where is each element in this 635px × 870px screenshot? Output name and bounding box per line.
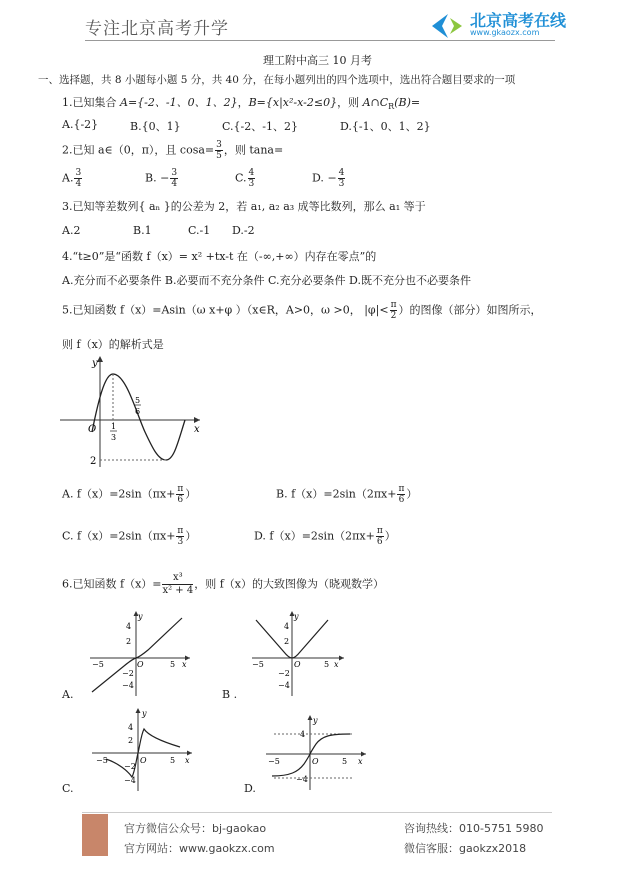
q5-x-arrow: [194, 417, 200, 423]
q1-option-b: B.{0、1}: [130, 120, 181, 133]
q6d-curve: [272, 734, 350, 776]
q5-opt-c-post: ）: [185, 529, 197, 543]
q1-option-a: A.{-2}: [62, 118, 99, 131]
q6a-y-label: y: [138, 612, 143, 621]
q6a-tick-m2: −2: [122, 669, 134, 678]
q6d-origin: O: [312, 757, 319, 766]
q5-opt-d-den: 6: [376, 537, 383, 547]
q3-option-c: C.-1: [188, 224, 211, 237]
q2-option-b: [145, 168, 179, 189]
q6-graph-d: [262, 712, 372, 792]
q5-opt-b-frac: [397, 484, 405, 505]
q6c-x-label: x: [185, 756, 190, 765]
q5-opt-b-pre: B. f（x）=2sin（2πx+: [276, 487, 397, 501]
q6a-tick-m5: −5: [92, 660, 104, 669]
q2-opt-b-den: 4: [171, 179, 178, 189]
q5-label-six: 6: [135, 407, 141, 416]
footer-divider: [82, 812, 552, 813]
q2-opt-d-sign: −: [327, 171, 337, 185]
q5-opt-a-frac: [176, 484, 184, 505]
q2-opt-a-den: 4: [75, 179, 82, 189]
q6a-origin: O: [137, 660, 144, 669]
q5-opt-a-pre: A. f（x）=2sin（πx+: [62, 487, 176, 501]
q2-opt-b-num: 3: [171, 168, 178, 178]
q6-frac-num: x³: [162, 572, 193, 585]
question-5: [62, 300, 541, 321]
q6a-tick-5: 5: [170, 660, 176, 669]
q2-option-d: [312, 168, 346, 189]
q1-set-b: B={x|x²-x-2≤0}: [248, 96, 338, 109]
q5-opt-c-num: π: [177, 526, 184, 536]
q6-frac-den: x² + 4: [162, 585, 194, 596]
q6b-y-label: y: [294, 612, 299, 621]
q6-stem-b: ，则 f（x）的大致图像为（晓观数学）: [194, 577, 385, 591]
q6-label-a: A.: [62, 688, 74, 701]
q5-stem-a: 5.已知函数 f（x）=Asin（ω x+φ ）（x∈R，A>0，ω >0， |φ|<: [62, 303, 389, 317]
logo-url: www.gkaozx.com: [470, 28, 540, 37]
q5-opt-d-frac: [376, 526, 384, 547]
logo-icon: [428, 10, 468, 40]
q6a-x-label: x: [182, 660, 187, 669]
q6c-y-arrow: [136, 708, 141, 713]
q2-frac-den: 5: [216, 151, 222, 161]
q2-opt-c-label: C.: [235, 171, 247, 185]
q6d-y-label: y: [313, 716, 318, 725]
q6-graph-c: [88, 705, 198, 795]
footer-service: 微信客服：gaokzx2018: [404, 842, 527, 855]
q2-opt-d-den: 3: [338, 179, 345, 189]
q2-opt-c-frac: [248, 168, 256, 189]
q6d-tick-m4: −4: [296, 775, 308, 784]
q5-frac-num: π: [390, 300, 397, 310]
q6-stem-a: 6.已知函数 f（x）=: [62, 577, 162, 591]
q3-option-d: D.-2: [232, 224, 255, 237]
q5-stem-b: ）的图像（部分）如图所示，: [398, 303, 542, 317]
q6c-tick-4: 4: [128, 723, 134, 732]
q1-set-a: A={-2、-1、0、1、2}: [120, 96, 238, 109]
q2-fraction: [215, 140, 223, 161]
q6-label-d: D.: [244, 782, 256, 795]
q5-label-origin: O: [88, 424, 97, 435]
q5-stem-c: 则 f（x）的解析式是: [62, 338, 164, 351]
q5-opt-d-num: π: [376, 526, 383, 536]
question-2: [62, 140, 283, 161]
question-4: 4.“t≥0”是“函数 f（x）= x² +tx-t 在（-∞,+∞）内存在零点”的: [62, 250, 377, 263]
q6d-tick-5: 5: [342, 757, 348, 766]
q6d-x-arrow: [361, 752, 366, 757]
q6a-tick-4: 4: [126, 622, 132, 631]
q6c-y-label: y: [142, 709, 147, 718]
q1-stem-b: ，则: [337, 96, 363, 109]
footer-site: 官方网站：www.gaokzx.com: [124, 842, 275, 855]
q5-label-two: 2: [90, 456, 97, 467]
q5-opt-d-post: ）: [384, 529, 396, 543]
exam-title: 理工附中高三 10 月考: [263, 54, 372, 67]
q6-label-c: C.: [62, 782, 74, 795]
q2-stem-b: ，则 tana=: [223, 143, 284, 157]
q6c-tick-m2: −2: [124, 762, 136, 771]
header-brand: 专注北京高考升学: [85, 19, 229, 39]
q5-opt-c-frac: [176, 526, 184, 547]
q5-frac-den: 2: [390, 311, 397, 321]
q5-option-a: [62, 484, 196, 505]
q6a-tick-2: 2: [126, 637, 132, 646]
q6b-tick-4: 4: [284, 622, 290, 631]
section-instructions: 一、选择题，共 8 小题每小题 5 分，共 40 分，在每小题列出的四个选项中，选出符合题目要求的一项: [38, 74, 516, 86]
q6c-origin: O: [140, 756, 147, 765]
q6b-tick-2: 2: [284, 637, 290, 646]
q5-option-d: [254, 526, 396, 547]
q5-opt-c-den: 3: [177, 537, 184, 547]
q5-label-three: 3: [111, 433, 117, 442]
q6b-origin: O: [294, 660, 301, 669]
q5-y-arrow: [97, 356, 103, 362]
q5-opt-d-pre: D. f（x）=2sin（2πx+: [254, 529, 375, 543]
q6b-tick-m2: −2: [278, 669, 290, 678]
q1-expr: A∩C: [362, 96, 389, 109]
q2-opt-b-sign: −: [160, 171, 170, 185]
q5-opt-a-num: π: [177, 484, 184, 494]
q2-opt-c-den: 3: [248, 179, 255, 189]
q6a-tick-m4: −4: [122, 681, 134, 690]
q5-label-y: y: [92, 358, 98, 369]
q5-opt-b-den: 6: [398, 495, 405, 505]
q3-option-a: A.2: [62, 224, 81, 237]
q5-fraction: [390, 300, 398, 321]
q1-option-c: C.{-2、-1、2}: [222, 120, 298, 133]
q2-opt-d-label: D.: [312, 171, 324, 185]
q6c-x-arrow: [187, 751, 192, 756]
q5-opt-b-num: π: [398, 484, 405, 494]
q2-opt-b-frac: [170, 168, 178, 189]
q6c-tick-m5: −5: [96, 756, 108, 765]
q2-option-a: [62, 168, 83, 189]
question-1: 1.已知集合 A={-2、-1、0、1、2}，B={x|x²-x-2≤0}，则 $A\cap C_R(B)=$: [62, 96, 421, 112]
footer-accent-block: [82, 814, 108, 856]
q3-option-b: B.1: [133, 224, 152, 237]
q6-label-b: B .: [222, 688, 238, 701]
q2-opt-a-num: 3: [75, 168, 82, 178]
q6b-tick-m4: −4: [278, 681, 290, 690]
q2-opt-b-label: B.: [145, 171, 157, 185]
q5-option-c: [62, 526, 196, 547]
header-divider: [85, 40, 555, 41]
q2-opt-d-frac: [338, 168, 346, 189]
q2-frac-num: 3: [216, 140, 222, 150]
logo-name: 北京高考在线: [470, 11, 567, 30]
q1-expr-sub: R: [388, 102, 395, 112]
q2-option-c: [235, 168, 256, 189]
q2-opt-a-label: A.: [62, 171, 74, 185]
q5-opt-a-post: ）: [185, 487, 197, 501]
q2-opt-d-num: 4: [338, 168, 345, 178]
q5-sine-graph: [60, 352, 210, 472]
q6c-tick-2: 2: [128, 736, 134, 745]
q5-option-b: [276, 484, 417, 505]
q6d-tick-4: 4: [300, 730, 306, 739]
q6b-x-label: x: [334, 660, 339, 669]
question-3: 3.已知等差数列{ aₙ }的公差为 2，若 a₁, a₂ a₃ 成等比数列，那么 a₁ 等于: [62, 200, 426, 213]
q6a-curve: [92, 618, 182, 692]
q4-options: A.充分而不必要条件 B.必要而不充分条件 C.充分必要条件 D.既不充分也不必要条件: [62, 274, 471, 287]
q1-stem-a: 1.已知集合: [62, 96, 120, 109]
question-6: [62, 572, 384, 597]
q2-stem-a: 2.已知 a∈（0，π），且 cosa=: [62, 143, 215, 157]
q6-graph-b: [248, 608, 348, 698]
q5-label-x: x: [194, 424, 200, 435]
q6c-tick-m4: −4: [124, 776, 136, 785]
q5-opt-a-den: 6: [177, 495, 184, 505]
q6d-x-label: x: [358, 757, 363, 766]
q6b-tick-m5: −5: [252, 660, 264, 669]
footer-wechat: 官方微信公众号：bj-gaokao: [124, 822, 267, 835]
q5-sine-curve: [92, 374, 185, 460]
q1-option-d: D.{-1、0、1、2}: [340, 120, 431, 133]
q2-opt-a-frac: [74, 168, 82, 189]
q5-opt-c-pre: C. f（x）=2sin（πx+: [62, 529, 176, 543]
q6d-y-arrow: [308, 715, 313, 720]
q5-label-five: 5: [135, 396, 141, 405]
q2-opt-c-num: 4: [248, 168, 255, 178]
footer-hotline: 咨询热线：010-5751 5980: [404, 822, 544, 835]
q6c-tick-5: 5: [170, 756, 176, 765]
q5-opt-b-post: ）: [406, 487, 418, 501]
q1-expr-end: (B)=: [394, 96, 421, 109]
q6b-x-arrow: [339, 656, 344, 661]
q6-fraction: [162, 572, 193, 597]
q6-graph-a: [86, 608, 196, 698]
q6b-tick-5: 5: [324, 660, 330, 669]
q6d-tick-m5: −5: [268, 757, 280, 766]
q5-label-one: 1: [111, 422, 117, 431]
